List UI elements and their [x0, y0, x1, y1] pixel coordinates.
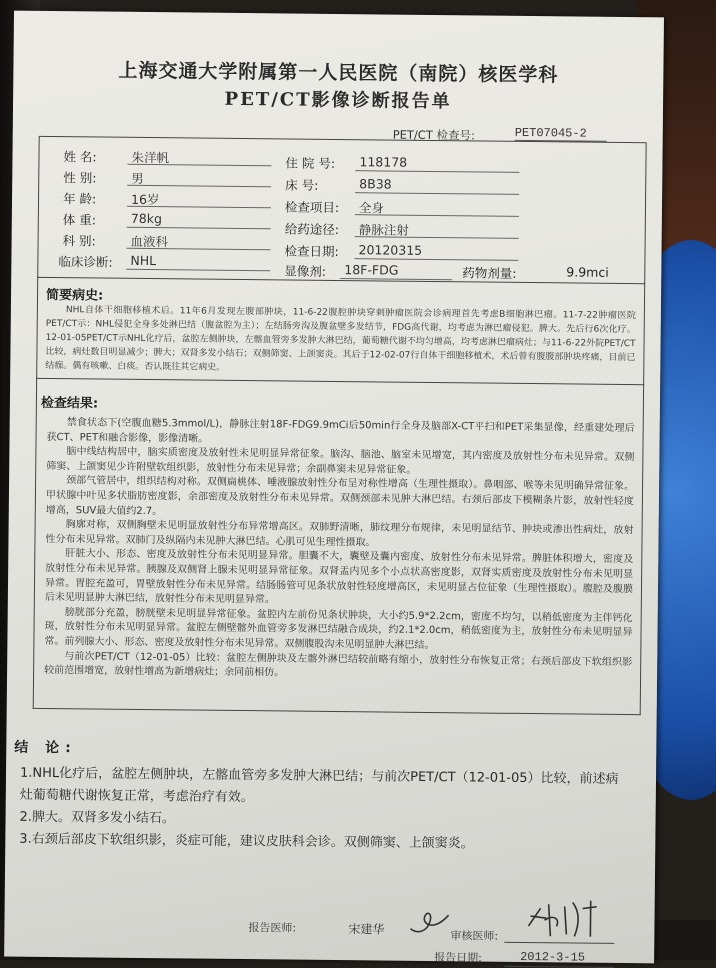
report-date-label: 报告日期: [434, 951, 482, 965]
clinical-dx-label: 临床诊断: [58, 254, 113, 270]
conclusion-item: 2.脾大。双肾多发小结石。 [19, 809, 176, 827]
patient-info-box [37, 136, 646, 284]
history-heading: 简要病史: [45, 287, 104, 304]
report-title: PET/CT影像诊断报告单 [224, 88, 452, 113]
reviewer-signature-icon [520, 896, 610, 943]
bed-label: 床 号: [285, 177, 319, 193]
sex-label: 性 别: [63, 170, 97, 186]
inpatient-no: 118178 [355, 154, 519, 173]
route: 静脉注射 [355, 220, 519, 239]
dose-label: 药物剂量: [462, 265, 517, 281]
patient-dept: 血液科 [127, 232, 271, 251]
inpatient-no-label: 住 院 号: [285, 155, 336, 171]
report-sheet [4, 11, 664, 964]
hospital-name: 上海交通大学附属第一人民医院（南院）核医学科 [118, 59, 559, 87]
patient-weight: 78kg [127, 211, 271, 230]
dose: 9.9mci [566, 264, 609, 280]
exam-item: 全身 [355, 198, 519, 217]
findings-paragraph: 禁食状态下(空腹血糖5.3mmol/L)，静脉注射18F-FDG9.9mCi后50min行全身及脑部X-CT平扫和PET采集显像，经重建处理后获CT、PET和融合影像，影像清晰。 [46, 417, 635, 445]
findings-paragraph: 胸廓对称，双侧胸壁未见明显放射性分布异常增高区。双肺野清晰，肺纹理分布规律，未见明显结节、肿块或渗出性病灶，放射性分布未见异常。双肺门及纵隔内未见肿大淋巴结。心肌可见生理性摄取。 [45, 519, 634, 549]
imaging-agent: 18F-FDG [340, 262, 452, 280]
conclusion-item: 3.右颈后部皮下软组织影，炎症可能，建议皮肤科会诊。双侧筛窦、上颌窦炎。 [19, 831, 474, 852]
reporter-name: 宋建华 [348, 922, 385, 937]
findings-paragraph: 膀胱部分充盈，膀胱壁未见明显异常征象。盆腔内左前份见条状肿块，大小约5.9*2.2cm，密度不均匀，以稍低密度为主伴钙化斑，放射性分布未见明显异常。盆腔左侧壁髂外血管旁多发淋巴结融合成块，约2.1*2.0cm，稍低密度为主，放射性分布未见明显异常。前列腺大小、形态、密度及放射性分布未见异常。双侧腹股沟未见明显肿大淋巴结。 [44, 606, 633, 651]
clinical-dx: NHL [126, 253, 270, 272]
route-label: 给药途径: [284, 221, 340, 238]
name-label: 姓 名: [63, 149, 97, 165]
weight-label: 体 重: [62, 212, 97, 228]
findings-paragraph: 颈部气管居中，组织结构对称。双侧扁桃体、唾液腺放射性分布呈对称性增高（生理性摄取）。鼻咽部、喉等未见明确异常征象。甲状腺中叶见多状脂肪密度影，余部密度及放射性分布未见异常。双侧颈部未见肿大淋巴结。右颈后部皮下模糊条片影，放射性轻度增高，SUV最大值约2.7。 [45, 475, 635, 517]
report-date: 2012-3-15 [520, 949, 586, 965]
bed-no: 8B38 [355, 176, 519, 195]
exam-item-label: 检查项目: [284, 199, 340, 216]
findings-heading: 检查结果: [40, 395, 99, 412]
conclusion-heading: 结 论: [14, 739, 77, 757]
exam-number-label: PET/CT 检查号: [392, 127, 475, 143]
patient-sex: 男 [127, 169, 271, 188]
age-label: 年 龄: [62, 191, 97, 207]
reporter-signature-icon [404, 905, 454, 940]
patient-name: 朱洋帆 [127, 148, 271, 167]
reviewer-label: 审核医师: [450, 929, 499, 943]
history-text: NHL自体干细胞移植术后。11年6月发现左腹部肿块，11-6-22腹腔肿块穿刺肿瘤医院会诊病理首先考虑B细胞淋巴瘤。11-7-22肿瘤医院PET/CT示：NHL侵犯全身多处淋巴结（腹盆腔为主）；左结肠旁沟及腹盆壁多发结节，FDG高代谢，均考虑为淋巴瘤侵犯。脾大。先后行6次化疗。12-01-05PET/CT示NHL化疗后，盆腔左侧肿块，左髂血管旁多发肿大淋巴结，葡萄糖代谢不均匀增高，均考虑淋巴瘤病灶；与11-6-22外院PET/CT比较，病灶数目明显减少；脾大；双肾多发小结石；双侧筛窦、上颌窦炎。其后于12-02-07行自体干细胞移植术，术后曾有腹腹部肿块疼痛，目前已结痂。偶有咳嗽、白痰。否认既往其它病史。 [45, 305, 636, 373]
exam-date: 20120315 [354, 242, 518, 261]
patient-age: 16岁 [127, 190, 271, 209]
dept-label: 科 别: [62, 233, 96, 249]
findings-paragraph: 与前次PET/CT（12-01-05）比较：盆腔左侧肿块及左髂外淋巴结较前略有缩小，放射性分布恢复正常；右颈后部皮下软组织影较前范围增宽，放射性增高为新增病灶；余同前相仿。 [44, 650, 633, 679]
findings-section [33, 378, 644, 715]
conclusion-item: 1.NHL化疗后，盆腔左侧肿块，左髂血管旁多发肿大淋巴结；与前次PET/CT（12-01-05）比较，前述病灶葡萄糖代谢恢复正常，考虑治疗有效。 [19, 765, 619, 806]
findings-body [44, 416, 635, 685]
exam-number: PET07045-2 [515, 126, 607, 142]
agent-label: 显像剂: [284, 263, 327, 279]
exam-date-label: 检查日期: [284, 243, 339, 260]
history-section [36, 276, 645, 385]
findings-paragraph: 肝脏大小、形态、密度及放射性分布未见明显异常。胆囊不大，囊壁及囊内密度、放射性分布未见异常。脾脏体积增大，密度及放射性分布未见异常。胰腺及双侧肾上腺未见明显异常征象。双肾盂内见多个小点状高密度影，双肾实质密度及放射性分布未见明显异常。胃腔充盈可，胃壁放射性分布未见异常。结肠肠管可见条状放射性轻度增高区，未见明显占位征象（生理性摄取）。腹腔及腹膜后未见明显肿大淋巴结，放射性分布未见明显异常。 [44, 548, 634, 606]
reporter-label: 报告医师: [248, 921, 297, 935]
findings-paragraph: 脑中线结构居中，脑实质密度及放射性未见明显异常征象。脑沟、脑池、脑室未见增宽，其内密度及放射性分布未见异常。双侧筛窦、上颌窦见少许附壁软组织影，放射性分布未见异常；余副鼻窦未见异常征象。 [46, 446, 635, 476]
